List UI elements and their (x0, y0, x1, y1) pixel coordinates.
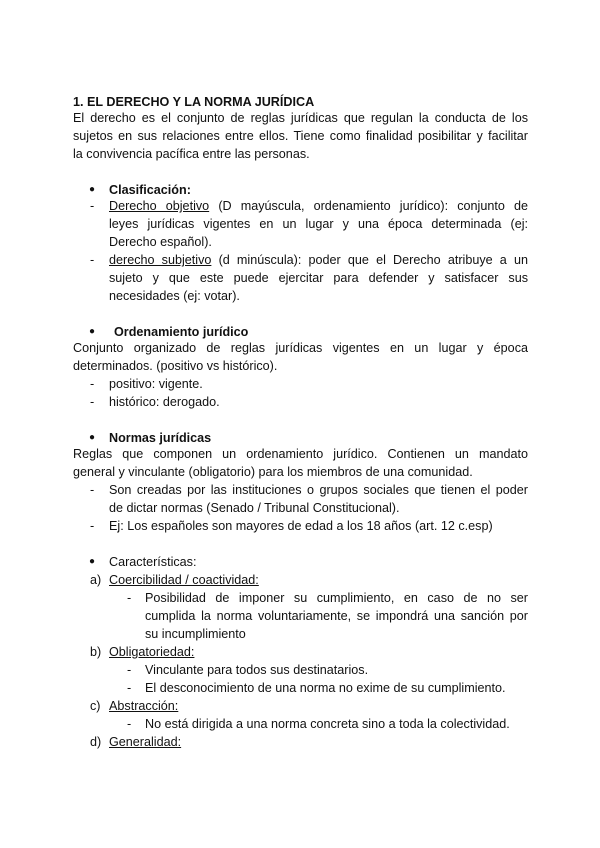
list-item-line: Derecho español). (109, 235, 212, 249)
dash-marker: - (90, 395, 95, 409)
dash-marker: - (127, 681, 132, 695)
characteristic-label: Generalidad: (109, 735, 182, 749)
term-definition: (D mayúscula, ordenamiento jurídico): conjunto de (209, 199, 528, 213)
dash-marker: - (127, 591, 132, 605)
sub-item: No está dirigida a una norma concreta sino a toda la colectividad. (145, 717, 510, 731)
intro-line: sujetos en sus relaciones entre ellos. Tiene como finalidad posibilitar y facilitar (73, 129, 528, 143)
term-definition: (d minúscula): poder que el Derecho atribuye a un (211, 253, 528, 267)
dash-marker: - (127, 717, 132, 731)
list-marker: d) (90, 735, 102, 749)
sub-item-line: Posibilidad de imponer su cumplimiento, en caso de no ser (145, 591, 528, 605)
term-derecho-subjetivo: derecho subjetivo (109, 253, 212, 267)
dash-marker: - (90, 377, 95, 391)
section-heading-clasificacion: Clasificación: (109, 183, 191, 197)
list-item-derecho-subjetivo (109, 251, 528, 269)
list-item-line: sujeto y que este puede ejercitar para defender y satisfacer sus (109, 271, 528, 285)
sub-item-line: cumplida la norma voluntariamente, se impondrá una sanción por (145, 609, 528, 623)
section-heading-ordenamiento: Ordenamiento jurídico (114, 325, 249, 339)
sub-item-line: su incumplimiento (145, 627, 246, 641)
dash-marker: - (90, 199, 95, 213)
term-derecho-objetivo: Derecho objetivo (109, 199, 210, 213)
paragraph-line: Conjunto organizado de reglas jurídicas vigentes en un lugar y época (73, 341, 528, 355)
intro-line: la convivencia pacífica entre las personas. (73, 147, 310, 161)
dash-marker: - (90, 519, 95, 533)
page-title: 1. EL DERECHO Y LA NORMA JURÍDICA (73, 95, 315, 109)
sub-item: El desconocimiento de una norma no exime de su cumplimiento. (145, 681, 506, 695)
list-item-line: Son creadas por las instituciones o grupos sociales que tienen el poder (109, 483, 528, 497)
list-item: positivo: vigente. (109, 377, 203, 391)
bullet-icon: ● (89, 432, 96, 443)
dash-marker: - (90, 253, 95, 267)
bullet-icon: ● (89, 184, 96, 195)
list-marker: b) (90, 645, 102, 659)
list-item-line: de dictar normas (Senado / Tribunal Constitucional). (109, 501, 400, 515)
intro-line: El derecho es el conjunto de reglas jurídicas que regulan la conducta de los (73, 111, 528, 125)
paragraph-line: Reglas que componen un ordenamiento jurídico. Contienen un mandato (73, 447, 528, 461)
paragraph-line: general y vinculante (obligatorio) para los miembros de una comunidad. (73, 465, 473, 479)
characteristic-label: Abstracción: (109, 699, 179, 713)
sub-item: Vinculante para todos sus destinatarios. (145, 663, 369, 677)
characteristic-label: Coercibilidad / coactividad: (109, 573, 259, 587)
dash-marker: - (127, 663, 132, 677)
list-item-line: leyes jurídicas vigentes en un lugar y una época determinada (ej: (109, 217, 528, 231)
characteristic-label: Obligatoriedad: (109, 645, 195, 659)
section-heading-caracteristicas: Características: (109, 555, 197, 569)
list-item: Ej: Los españoles son mayores de edad a los 18 años (art. 12 c.esp) (109, 519, 493, 533)
paragraph-line: determinados. (positivo vs histórico). (73, 359, 278, 373)
list-item-line: necesidades (ej: votar). (109, 289, 240, 303)
list-item-derecho-objetivo (109, 197, 528, 215)
list-item: histórico: derogado. (109, 395, 220, 409)
bullet-icon: ● (89, 326, 96, 337)
list-marker: a) (90, 573, 102, 587)
bullet-icon: ● (89, 556, 96, 567)
dash-marker: - (90, 483, 95, 497)
list-marker: c) (90, 699, 101, 713)
section-heading-normas: Normas jurídicas (109, 431, 212, 445)
